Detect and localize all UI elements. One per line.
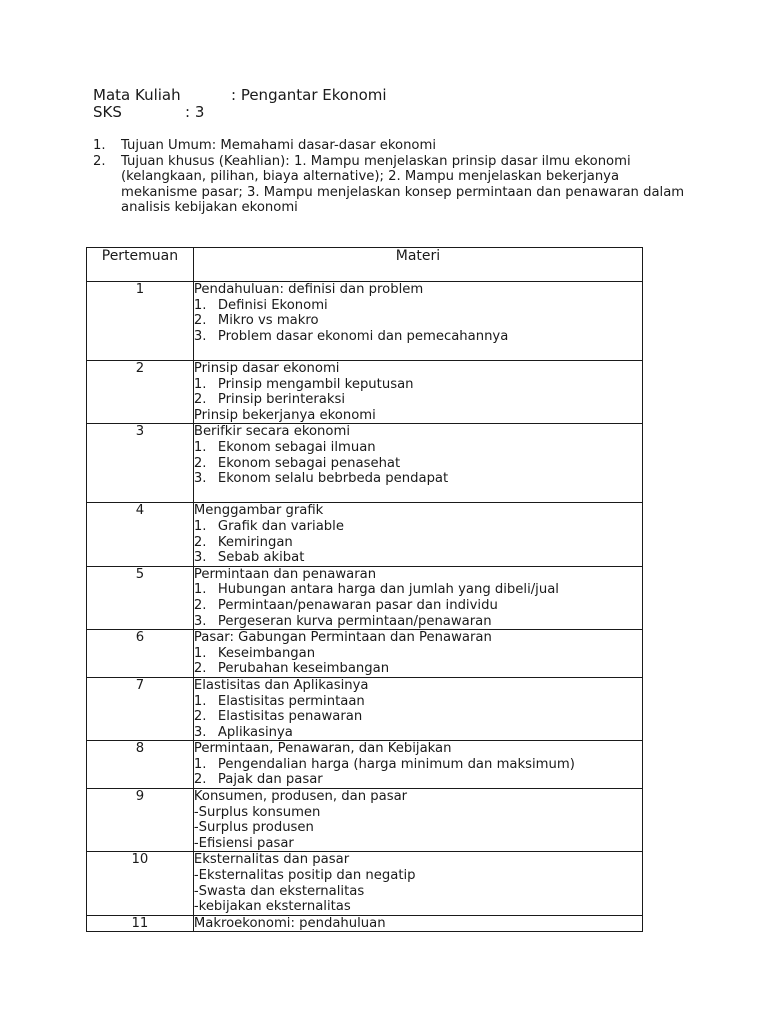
materi-list-item xyxy=(194,519,642,535)
table-row xyxy=(87,677,643,740)
materi-list-item xyxy=(194,471,642,487)
materi-title: Permintaan dan penawaran xyxy=(193,566,377,582)
materi-list-item xyxy=(194,392,642,408)
materi-cell xyxy=(193,503,642,566)
materi-list-item xyxy=(194,646,642,662)
meeting-number: 7 xyxy=(87,677,194,740)
meeting-number: 6 xyxy=(87,630,194,678)
goal-number: 2. xyxy=(93,153,106,169)
meeting-number: 9 xyxy=(87,789,194,852)
materi-cell xyxy=(193,282,642,361)
materi-cell xyxy=(193,630,642,678)
list-text: Definisi Ekonomi xyxy=(217,297,328,313)
meeting-number: 8 xyxy=(87,741,194,789)
materi-title: Prinsip dasar ekonomi xyxy=(193,361,340,376)
materi-list-item xyxy=(194,757,642,773)
materi-cell xyxy=(193,566,642,629)
materi-cell xyxy=(193,852,642,915)
list-text: Ekonom sebagai ilmuan xyxy=(217,439,376,455)
meeting-number: 3 xyxy=(87,424,194,503)
goal-item xyxy=(93,138,693,154)
list-number: 2. xyxy=(193,392,207,408)
list-number: 1. xyxy=(193,518,207,534)
list-text: Elastisitas penawaran xyxy=(217,709,363,725)
materi-title: Elastisitas dan Aplikasinya xyxy=(193,677,369,693)
materi-list-item xyxy=(194,582,642,598)
materi-cell xyxy=(193,741,642,789)
list-text: Elastisitas permintaan xyxy=(217,693,365,709)
materi-list-item xyxy=(194,535,642,551)
table-row xyxy=(87,566,643,629)
materi-list-item xyxy=(194,661,642,677)
sks-row xyxy=(93,103,205,121)
materi-list-item xyxy=(194,313,642,329)
list-number: 2. xyxy=(193,313,207,329)
list-number: 1. xyxy=(193,376,207,392)
materi-title: Eksternalitas dan pasar xyxy=(193,852,350,868)
list-number: 1. xyxy=(193,439,207,455)
table-row xyxy=(87,503,643,566)
table-row xyxy=(87,789,643,852)
materi-sub-item: -kebijakan eksternalitas xyxy=(193,899,351,915)
sks-label: SKS xyxy=(93,103,122,121)
materi-title: Menggambar grafik xyxy=(193,503,324,519)
materi-title: Pendahuluan: definisi dan problem xyxy=(193,282,424,297)
table-row xyxy=(87,424,643,503)
list-text: Hubungan antara harga dan jumlah yang dibeli/jual xyxy=(217,582,559,598)
list-text: Keseimbangan xyxy=(217,645,316,661)
materi-cell xyxy=(193,789,642,852)
materi-cell xyxy=(193,915,642,932)
table-row xyxy=(87,630,643,678)
sks-value: : 3 xyxy=(185,103,205,121)
list-number: 1. xyxy=(193,693,207,709)
materi-list-item xyxy=(194,298,642,314)
list-text: Pergeseran kurva permintaan/penawaran xyxy=(217,613,492,629)
materi-title: Berifkir secara ekonomi xyxy=(193,424,350,440)
goal-text: Tujuan khusus (Keahlian): 1. Mampu menjelaskan prinsip dasar ilmu ekonomi (kelangkaan, pilihan, biaya alternative); 2. Mampu menjelaskan bekerjanya mekanisme pasar; 3. Mampu menjelaskan konsep permintaan dan penawaran dalam analisis kebijakan ekonomi xyxy=(121,153,685,215)
list-text: Mikro vs makro xyxy=(217,313,319,329)
list-number: 2. xyxy=(193,661,207,677)
materi-list-item xyxy=(194,725,642,741)
goal-number: 1. xyxy=(93,138,106,153)
header-materi: Materi xyxy=(193,248,642,282)
materi-list-item xyxy=(194,456,642,472)
list-number: 2. xyxy=(193,455,207,471)
materi-list-item xyxy=(194,377,642,393)
list-text: Ekonom selalu bebrbeda pendapat xyxy=(217,471,449,487)
list-number: 2. xyxy=(193,709,207,725)
materi-table xyxy=(86,247,643,932)
list-text: Pajak dan pasar xyxy=(217,772,323,788)
meeting-number: 4 xyxy=(87,503,194,566)
materi-cell xyxy=(193,677,642,740)
list-number: 3. xyxy=(193,471,207,487)
goals-list xyxy=(93,138,693,216)
table-row xyxy=(87,852,643,915)
list-number: 2. xyxy=(193,534,207,550)
materi-list-item xyxy=(194,440,642,456)
table-row xyxy=(87,361,643,424)
materi-sub-item: -Efisiensi pasar xyxy=(193,835,294,851)
materi-cell xyxy=(193,361,642,424)
materi-list-item xyxy=(194,614,642,630)
list-text: Prinsip berinteraksi xyxy=(217,392,346,408)
table-header-row xyxy=(87,248,643,282)
materi-sub-item: -Eksternalitas positip dan negatip xyxy=(193,868,416,884)
course-header xyxy=(93,86,387,121)
goal-item xyxy=(93,154,693,216)
list-number: 2. xyxy=(193,772,207,788)
materi-list-item xyxy=(194,709,642,725)
course-row xyxy=(93,86,387,104)
list-text: Problem dasar ekonomi dan pemecahannya xyxy=(217,328,509,344)
materi-list-item xyxy=(194,598,642,614)
list-number: 3. xyxy=(193,724,207,740)
list-text: Aplikasinya xyxy=(217,724,293,740)
meeting-number: 11 xyxy=(87,915,194,932)
header-pertemuan: Pertemuan xyxy=(87,248,194,282)
materi-list-item xyxy=(194,329,642,345)
materi-list-item xyxy=(194,694,642,710)
table-row xyxy=(87,282,643,361)
materi-list-item xyxy=(194,772,642,788)
list-text: Ekonom sebagai penasehat xyxy=(217,455,401,471)
table-row xyxy=(87,915,643,932)
materi-sub-item: -Surplus produsen xyxy=(193,820,314,836)
course-label: Mata Kuliah xyxy=(93,86,181,104)
list-number: 3. xyxy=(193,550,207,566)
list-text: Grafik dan variable xyxy=(217,518,344,534)
course-value: : Pengantar Ekonomi xyxy=(231,86,387,104)
meeting-number: 2 xyxy=(87,361,194,424)
materi-sub-item: Prinsip bekerjanya ekonomi xyxy=(193,407,376,423)
table-row xyxy=(87,741,643,789)
list-number: 3. xyxy=(193,613,207,629)
materi-cell xyxy=(193,424,642,503)
materi-title: Permintaan, Penawaran, dan Kebijakan xyxy=(193,741,452,757)
list-number: 1. xyxy=(193,756,207,772)
list-number: 1. xyxy=(193,645,207,661)
meeting-number: 10 xyxy=(87,852,194,915)
list-number: 1. xyxy=(193,582,207,598)
table-body xyxy=(87,282,643,932)
list-text: Prinsip mengambil keputusan xyxy=(217,376,414,392)
materi-sub-item: -Swasta dan eksternalitas xyxy=(193,883,365,899)
materi-sub-item: -Surplus konsumen xyxy=(193,804,321,820)
list-text: Perubahan keseimbangan xyxy=(217,661,390,677)
list-text: Pengendalian harga (harga minimum dan maksimum) xyxy=(217,756,575,772)
list-text: Sebab akibat xyxy=(217,550,305,566)
goal-text: Tujuan Umum: Memahami dasar-dasar ekonomi xyxy=(121,138,437,153)
list-number: 3. xyxy=(193,328,207,344)
materi-title: Pasar: Gabungan Permintaan dan Penawaran xyxy=(193,630,492,646)
materi-list-item xyxy=(194,550,642,566)
list-number: 1. xyxy=(193,297,207,313)
list-text: Kemiringan xyxy=(217,534,293,550)
materi-title: Konsumen, produsen, dan pasar xyxy=(193,789,408,805)
meeting-number: 5 xyxy=(87,566,194,629)
list-number: 2. xyxy=(193,597,207,613)
materi-title: Makroekonomi: pendahuluan xyxy=(193,915,386,931)
list-text: Permintaan/penawaran pasar dan individu xyxy=(217,597,498,613)
meeting-number: 1 xyxy=(87,282,194,361)
